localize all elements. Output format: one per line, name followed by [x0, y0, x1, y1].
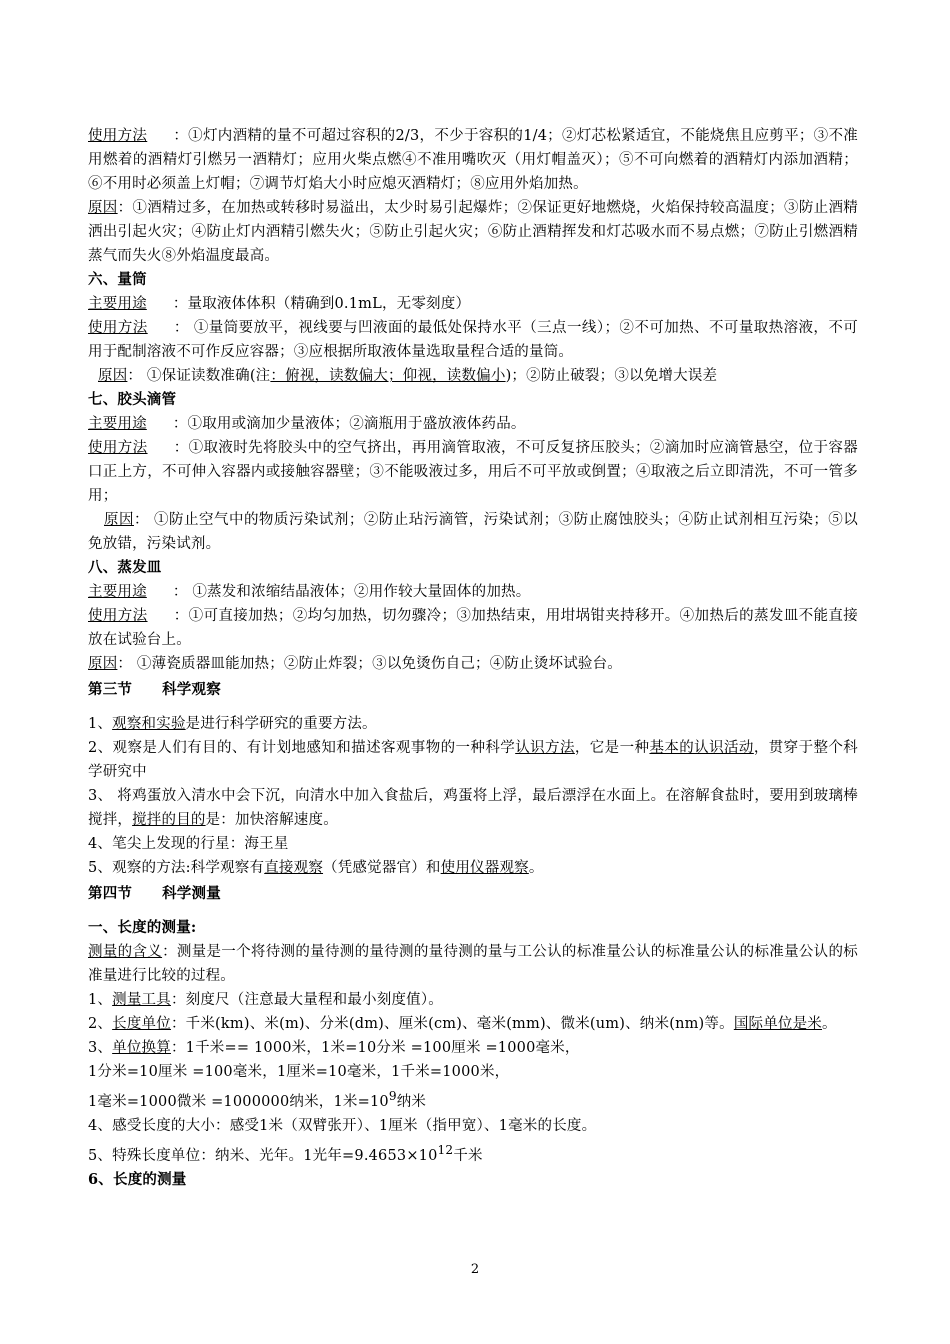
measurement-meaning [88, 940, 858, 988]
section3-item4: 4、笔尖上发现的行星：海王星 [88, 836, 289, 852]
item-unit: 千米 [453, 1147, 483, 1164]
dropper-purpose [88, 412, 858, 436]
term-text: ：千米(km)、米(m)、分米(dm)、厘米(cm)、毫米(mm)、微米(um)、纳米(nm)等。 [170, 1016, 734, 1032]
item-prefix: 2、 [88, 1016, 113, 1032]
document-body [88, 124, 858, 1192]
term-text: ：测量是一个将待测的量待测的量待测的量待测的量与工公认的标准量公认的标准量公认的标准量公认的标准量进行比较的过程。 [88, 944, 859, 984]
dropper-heading: 七、胶头滴管 [88, 391, 177, 408]
term-label: 测量的含义 [88, 944, 163, 960]
item-prefix: 1、 [88, 716, 113, 732]
section-number: 第三节 [88, 681, 133, 698]
section4-item5 [88, 1138, 858, 1168]
section3-item5 [88, 856, 858, 880]
item-text: （凭感觉器官）和 [323, 860, 441, 876]
section3-item2 [88, 736, 858, 784]
usage-label: 使用方法 [88, 440, 148, 456]
unit-conversion-line2: 1分米=10厘米 =100毫米，1厘米=10毫米，1千米=1000米， [88, 1064, 510, 1080]
cylinder-reason [88, 364, 858, 388]
purpose-label: 主要用途 [88, 416, 147, 432]
page-number: 2 [470, 1262, 480, 1277]
cylinder-usage [88, 316, 858, 364]
exponent: 9 [388, 1089, 397, 1103]
term-text: ：1千米== 1000米，1米=10分米 =100厘米 =1000毫米， [170, 1040, 580, 1056]
item-text: 。 [528, 860, 544, 876]
term-end: 。 [822, 1016, 837, 1032]
dropper-usage [88, 436, 858, 508]
evaporating-dish-purpose [88, 580, 858, 604]
item-text: ，贯穿于整个科学研究中 [88, 740, 859, 780]
key-term: 认识方法 [515, 740, 575, 756]
purpose-text: ：量取液体体积（精确到0.1mL，无零刻度） [172, 296, 471, 312]
key-term: 观察和实验 [112, 716, 186, 732]
purpose-label: 主要用途 [88, 584, 147, 600]
section-number: 第四节 [88, 885, 133, 902]
term-label: 单位换算 [112, 1040, 171, 1056]
reason-text: ： ①薄瓷质器皿能加热；②防止炸裂；③以免烫伤自己；④防止烫坏试验台。 [117, 656, 623, 672]
item-prefix: 3、 [88, 1040, 113, 1056]
item-text: 5、观察的方法:科学观察有 [88, 860, 265, 876]
purpose-label: 主要用途 [88, 296, 147, 312]
unit-conversion-line3 [88, 1084, 858, 1114]
item-text: ，它是一种 [574, 740, 650, 756]
alcohol-lamp-usage [88, 124, 858, 196]
reason-note: ：俯视，读数偏大；仰视，读数偏小 [270, 368, 506, 384]
term-label: 测量工具 [112, 992, 171, 1008]
conv-unit: 纳米 [396, 1093, 427, 1110]
item-text: 2、观察是人们有目的、有计划地感知和描述客观事物的一种科学 [88, 740, 516, 756]
section4-item6: 6、长度的测量 [88, 1170, 187, 1188]
usage-text: ：①取液时先将胶头中的空气挤出，再用滴管取液，不可反复挤压胶头；②滴加时应滴管悬空，位于容器口正上方，不可伸入容器内或接触容器壁；③不能吸液过多，用后不可平放或倒置；④取液之后立即清洗，不可一管多用； [88, 440, 858, 504]
evaporating-dish-usage [88, 604, 858, 652]
cylinder-purpose [88, 292, 858, 316]
purpose-text: ： ①蒸发和浓缩结晶液体；②用作较大量固体的加热。 [172, 584, 531, 600]
item-prefix: 1、 [88, 992, 113, 1008]
reason-label: 原因 [104, 512, 134, 528]
item-text: 3、 将鸡蛋放入清水中会下沉，向清水中加入食盐后，鸡蛋将上浮，最后漂浮在水面上。在溶解食盐时，要用到玻璃棒搅拌， [88, 788, 858, 828]
usage-label: 使用方法 [88, 608, 148, 624]
key-term: 搅拌的目的 [132, 812, 206, 828]
section3-heading [88, 678, 858, 702]
reason-label: 原因 [88, 656, 118, 672]
exponent: 12 [437, 1142, 454, 1157]
cylinder-heading: 六、量筒 [88, 271, 147, 288]
evaporating-dish-heading: 八、蒸发皿 [88, 559, 162, 576]
purpose-text: ：①取用或滴加少量液体；②滴瓶用于盛放液体药品。 [172, 416, 526, 432]
reason-label: 原因 [98, 368, 128, 384]
item-text: 是进行科学研究的重要方法。 [185, 716, 377, 732]
length-measurement-heading: 一、长度的测量: [88, 919, 197, 936]
unit-conversion [88, 1036, 858, 1060]
alcohol-lamp-reason [88, 196, 858, 268]
section4-item4: 4、感受长度的大小：感受1米（双臂张开）、1厘米（指甲宽）、1毫米的长度。 [88, 1117, 597, 1134]
section-title: 科学测量 [162, 885, 221, 902]
reason-label: 原因 [88, 200, 118, 216]
section3-item3 [88, 784, 858, 832]
item-text: 是：加快溶解速度。 [205, 812, 338, 828]
usage-text: ：①可直接加热；②均匀加热，切勿骤冷；③加热结束，用坩埚钳夹持移开。④加热后的蒸发皿不能直接放在试验台上。 [88, 608, 858, 648]
key-term: 直接观察 [264, 860, 324, 876]
key-term: 基本的认识活动 [649, 740, 754, 756]
key-term: 国际单位是米 [733, 1016, 823, 1032]
section4-heading [88, 882, 858, 906]
reason-text: ： ①保证读数准确(注 [127, 368, 271, 384]
conv-text: 1毫米=1000微米 =1000000纳米，1米=10 [88, 1093, 389, 1110]
usage-label: 使用方法 [88, 320, 148, 336]
key-term: 使用仪器观察 [440, 860, 529, 876]
reason-text: ：①酒精过多，在加热或转移时易溢出，太少时易引起爆炸；②保证更好地燃烧，火焰保持较高温度；③防止酒精洒出引起火灾；④防止灯内酒精引燃失火；⑤防止引起火灾；⑥防止酒精挥发和灯芯吸水而不易点燃；⑦防止引燃酒精蒸气而失火⑧外焰温度最高。 [88, 200, 858, 264]
measurement-tool [88, 988, 858, 1012]
usage-text: ： ①量筒要放平，视线要与凹液面的最低处保持水平（三点一线）；②不可加热、不可量取热溶液，不可用于配制溶液不可作反应容器；③应根据所取液体量选取量程合适的量筒。 [88, 320, 858, 360]
evaporating-dish-reason [88, 652, 858, 676]
reason-text-end: )；②防止破裂；③以免增大误差 [505, 368, 718, 384]
dropper-reason [88, 508, 858, 556]
length-units [88, 1012, 858, 1036]
item-text: 5、特殊长度单位：纳米、光年。1光年=9.4653×10 [88, 1147, 438, 1164]
usage-text: ：①灯内酒精的量不可超过容积的2/3，不少于容积的1/4；②灯芯松紧适宜，不能烧焦且应剪平；③不准用燃着的酒精灯引燃另一酒精灯；应用火柴点燃④不准用嘴吹灭（用灯帽盖灭）；⑤不可向燃着的酒精灯内添加酒精；⑥不用时必须盖上灯帽；⑦调节灯焰大小时应熄灭酒精灯；⑧应用外焰加热。 [88, 128, 859, 192]
section-title: 科学观察 [162, 681, 221, 698]
usage-label: 使用方法 [88, 128, 148, 144]
term-label: 长度单位 [112, 1016, 171, 1032]
reason-text: ： ①防止空气中的物质污染试剂；②防止玷污滴管，污染试剂；③防止腐蚀胶头；④防止试剂相互污染；⑤以免放错，污染试剂。 [88, 512, 858, 552]
section3-item1 [88, 712, 858, 736]
term-text: ：刻度尺（注意最大量程和最小刻度值）。 [170, 992, 444, 1008]
